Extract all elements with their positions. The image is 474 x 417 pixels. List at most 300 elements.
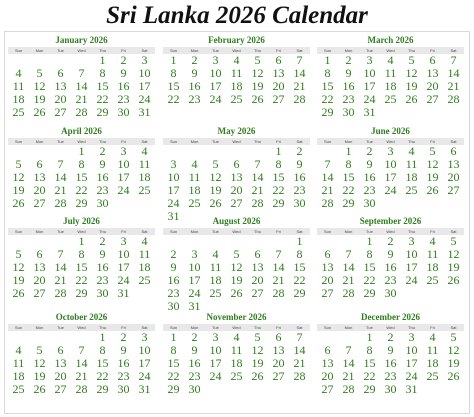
day-cell: 22 <box>272 183 285 197</box>
day-cell: 16 <box>342 79 355 93</box>
day-cell: 8 <box>99 66 106 80</box>
day-cell: 5 <box>254 53 261 67</box>
day-cell: 11 <box>138 157 151 171</box>
day-cell <box>422 106 443 119</box>
day-cell: 3 <box>408 234 415 248</box>
day-cell: 29 <box>75 286 88 300</box>
weekday-label: Sat <box>450 139 457 144</box>
month-block <box>163 35 310 131</box>
day-cell: 27 <box>321 286 334 300</box>
day-cell: 9 <box>387 247 394 261</box>
day-cell <box>380 197 401 210</box>
month-days <box>163 331 310 396</box>
day-cell: 10 <box>405 247 418 261</box>
day-cell: 12 <box>209 170 222 184</box>
day-cell: 18 <box>230 356 243 370</box>
day-cell: 16 <box>188 356 201 370</box>
day-cell <box>268 383 289 396</box>
weekday-label: Wed <box>77 48 86 53</box>
day-cell: 25 <box>405 183 418 197</box>
weekday-label: Thu <box>408 325 415 330</box>
day-cell: 11 <box>384 66 397 80</box>
day-cell: 5 <box>254 330 261 344</box>
day-cell: 9 <box>120 66 127 80</box>
day-cell: 27 <box>321 382 334 396</box>
day-cell: 24 <box>209 92 222 106</box>
day-cell: 27 <box>272 369 285 383</box>
week-row <box>163 370 310 383</box>
day-cell: 30 <box>117 382 130 396</box>
day-cell: 27 <box>426 92 439 106</box>
day-cell: 11 <box>230 343 243 357</box>
day-cell: 14 <box>293 343 306 357</box>
day-cell: 21 <box>54 273 67 287</box>
day-cell: 2 <box>99 234 106 248</box>
day-cell: 25 <box>384 92 397 106</box>
day-cell: 14 <box>293 66 306 80</box>
day-cell: 4 <box>15 343 22 357</box>
day-cell: 21 <box>75 369 88 383</box>
week-row <box>163 287 310 300</box>
month-days <box>163 54 310 106</box>
day-cell: 1 <box>366 234 373 248</box>
day-cell: 17 <box>405 260 418 274</box>
day-cell: 22 <box>342 183 355 197</box>
day-cell: 16 <box>384 356 397 370</box>
day-cell: 2 <box>120 330 127 344</box>
day-cell <box>422 383 443 396</box>
month-block <box>8 216 155 312</box>
day-cell: 6 <box>57 66 64 80</box>
weekday-label: Wed <box>77 139 86 144</box>
day-cell: 27 <box>33 196 46 210</box>
day-cell: 14 <box>75 79 88 93</box>
day-cell: 7 <box>78 66 85 80</box>
weekday-label: Mon <box>344 229 353 234</box>
day-cell: 13 <box>321 260 334 274</box>
day-cell: 26 <box>12 286 25 300</box>
day-cell: 15 <box>363 260 376 274</box>
weekday-label: Tue <box>212 325 219 330</box>
day-cell: 22 <box>96 369 109 383</box>
day-cell: 29 <box>75 196 88 210</box>
day-cell: 30 <box>96 286 109 300</box>
day-cell: 5 <box>212 157 219 171</box>
day-cell: 30 <box>363 196 376 210</box>
weekday-label: Sat <box>141 325 148 330</box>
month-title: October 2026 <box>55 312 108 322</box>
day-cell: 18 <box>138 260 151 274</box>
day-cell: 24 <box>209 369 222 383</box>
day-cell: 9 <box>387 343 394 357</box>
weekday-label: Sun <box>14 139 23 144</box>
day-cell: 1 <box>78 234 85 248</box>
month-days <box>163 145 310 223</box>
day-cell: 9 <box>99 247 106 261</box>
day-cell: 12 <box>230 260 243 274</box>
day-cell: 4 <box>429 330 436 344</box>
day-cell <box>226 383 247 396</box>
day-cell: 16 <box>363 170 376 184</box>
weekday-label: Fri <box>430 139 435 144</box>
day-cell: 22 <box>96 92 109 106</box>
weekday-label: Sun <box>14 48 23 53</box>
day-cell: 8 <box>275 157 282 171</box>
day-cell: 29 <box>293 286 306 300</box>
day-cell: 28 <box>293 369 306 383</box>
day-cell: 21 <box>342 369 355 383</box>
day-cell: 5 <box>450 330 457 344</box>
day-cell <box>422 287 443 300</box>
day-cell: 22 <box>363 369 376 383</box>
month-days <box>8 235 155 300</box>
day-cell: 19 <box>33 92 46 106</box>
day-cell: 30 <box>342 105 355 119</box>
day-cell: 28 <box>75 105 88 119</box>
day-cell: 29 <box>342 196 355 210</box>
day-cell: 4 <box>15 66 22 80</box>
day-cell: 26 <box>251 92 264 106</box>
day-cell: 26 <box>405 92 418 106</box>
day-cell: 3 <box>120 144 127 158</box>
day-cell: 24 <box>167 196 180 210</box>
month-title: January 2026 <box>55 35 108 45</box>
weekday-label: Fri <box>276 48 281 53</box>
month-title: September 2026 <box>359 216 422 226</box>
day-cell: 25 <box>138 273 151 287</box>
day-cell: 8 <box>78 247 85 261</box>
day-cell: 21 <box>293 79 306 93</box>
weekday-label: Wed <box>386 48 395 53</box>
day-cell: 30 <box>96 196 109 210</box>
day-cell: 14 <box>321 170 334 184</box>
week-row <box>317 383 464 396</box>
day-cell <box>134 197 155 210</box>
day-cell: 2 <box>387 330 394 344</box>
weekday-label: Tue <box>57 139 64 144</box>
day-cell: 7 <box>78 343 85 357</box>
day-cell <box>380 106 401 119</box>
day-cell: 17 <box>384 170 397 184</box>
day-cell: 15 <box>96 356 109 370</box>
month-days <box>163 235 310 313</box>
month-title: March 2026 <box>367 35 414 45</box>
day-cell: 25 <box>12 382 25 396</box>
day-cell: 8 <box>99 343 106 357</box>
day-cell: 9 <box>191 343 198 357</box>
day-cell: 22 <box>167 369 180 383</box>
day-cell: 1 <box>275 144 282 158</box>
day-cell: 22 <box>75 183 88 197</box>
day-cell: 29 <box>321 105 334 119</box>
day-cell: 21 <box>321 183 334 197</box>
day-cell: 17 <box>138 79 151 93</box>
weekday-header <box>8 47 155 54</box>
day-cell: 6 <box>324 343 331 357</box>
week-row <box>317 93 464 106</box>
weekday-label: Thu <box>408 48 415 53</box>
day-cell: 15 <box>363 356 376 370</box>
day-cell: 10 <box>138 343 151 357</box>
day-cell: 7 <box>345 247 352 261</box>
day-cell: 20 <box>33 183 46 197</box>
day-cell: 7 <box>57 157 64 171</box>
month-days <box>317 54 464 119</box>
weekday-label: Mon <box>190 325 199 330</box>
weekday-label: Mon <box>344 48 353 53</box>
day-cell: 18 <box>426 260 439 274</box>
day-cell: 18 <box>12 369 25 383</box>
day-cell: 31 <box>117 286 130 300</box>
month-block <box>317 126 464 222</box>
day-cell: 26 <box>12 196 25 210</box>
day-cell: 22 <box>321 92 334 106</box>
day-cell: 25 <box>426 273 439 287</box>
day-cell <box>443 197 464 210</box>
day-cell: 15 <box>167 356 180 370</box>
day-cell: 8 <box>296 247 303 261</box>
day-cell: 15 <box>167 79 180 93</box>
day-cell: 13 <box>272 343 285 357</box>
day-cell: 30 <box>384 382 397 396</box>
day-cell: 12 <box>426 157 439 171</box>
day-cell: 5 <box>15 247 22 261</box>
day-cell: 3 <box>141 53 148 67</box>
day-cell: 3 <box>170 157 177 171</box>
day-cell: 11 <box>188 170 201 184</box>
day-cell: 24 <box>405 369 418 383</box>
day-cell: 13 <box>33 170 46 184</box>
day-cell: 11 <box>230 66 243 80</box>
weekday-label: Thu <box>408 229 415 234</box>
day-cell: 1 <box>296 234 303 248</box>
day-cell: 24 <box>117 273 130 287</box>
weekday-label: Sat <box>450 325 457 330</box>
day-cell: 13 <box>321 356 334 370</box>
day-cell: 28 <box>54 196 67 210</box>
week-row <box>8 287 155 300</box>
day-cell: 12 <box>12 260 25 274</box>
week-row <box>163 197 310 210</box>
day-cell: 23 <box>167 286 180 300</box>
day-cell: 3 <box>366 53 373 67</box>
weekday-label: Sun <box>169 229 178 234</box>
month-days <box>8 54 155 119</box>
day-cell: 16 <box>96 170 109 184</box>
day-cell: 21 <box>293 356 306 370</box>
day-cell: 29 <box>363 286 376 300</box>
day-cell: 27 <box>272 92 285 106</box>
day-cell: 3 <box>212 53 219 67</box>
day-cell: 6 <box>450 144 457 158</box>
day-cell: 18 <box>426 356 439 370</box>
day-cell: 6 <box>275 53 282 67</box>
day-cell: 18 <box>138 170 151 184</box>
day-cell: 8 <box>366 247 373 261</box>
day-cell: 19 <box>209 183 222 197</box>
day-cell: 10 <box>117 157 130 171</box>
day-cell: 11 <box>209 260 222 274</box>
day-cell: 23 <box>384 369 397 383</box>
day-cell: 5 <box>408 53 415 67</box>
day-cell: 31 <box>405 382 418 396</box>
day-cell: 21 <box>54 183 67 197</box>
day-cell: 23 <box>117 92 130 106</box>
day-cell <box>401 287 422 300</box>
weekday-label: Wed <box>386 325 395 330</box>
day-cell: 6 <box>36 247 43 261</box>
weekday-label: Wed <box>386 139 395 144</box>
day-cell: 20 <box>230 183 243 197</box>
day-cell: 15 <box>96 79 109 93</box>
day-cell: 31 <box>167 209 180 223</box>
day-cell: 28 <box>75 382 88 396</box>
day-cell: 19 <box>447 356 460 370</box>
day-cell: 24 <box>138 92 151 106</box>
day-cell: 30 <box>384 286 397 300</box>
day-cell: 1 <box>99 330 106 344</box>
weekday-label: Wed <box>386 229 395 234</box>
day-cell: 19 <box>12 273 25 287</box>
month-block <box>8 312 155 408</box>
day-cell: 13 <box>33 260 46 274</box>
day-cell <box>443 106 464 119</box>
day-cell: 13 <box>251 260 264 274</box>
day-cell: 13 <box>54 356 67 370</box>
day-cell: 30 <box>167 299 180 313</box>
day-cell: 3 <box>212 330 219 344</box>
day-cell: 23 <box>363 183 376 197</box>
day-cell: 9 <box>170 260 177 274</box>
day-cell: 14 <box>342 260 355 274</box>
day-cell: 17 <box>405 356 418 370</box>
day-cell: 30 <box>117 105 130 119</box>
day-cell: 19 <box>447 260 460 274</box>
day-cell: 4 <box>408 144 415 158</box>
weekday-label: Sat <box>141 48 148 53</box>
day-cell: 15 <box>321 79 334 93</box>
day-cell: 24 <box>363 92 376 106</box>
day-cell: 29 <box>96 382 109 396</box>
weekday-label: Sat <box>141 139 148 144</box>
day-cell: 11 <box>426 247 439 261</box>
day-cell: 20 <box>321 369 334 383</box>
day-cell: 14 <box>251 170 264 184</box>
weekday-label: Mon <box>190 139 199 144</box>
day-cell: 28 <box>54 286 67 300</box>
day-cell <box>443 287 464 300</box>
day-cell: 10 <box>209 66 222 80</box>
day-cell: 17 <box>167 183 180 197</box>
weekday-label: Thu <box>99 325 106 330</box>
month-block <box>163 216 310 312</box>
month-block <box>163 126 310 222</box>
day-cell: 4 <box>233 53 240 67</box>
day-cell: 16 <box>117 356 130 370</box>
day-cell: 27 <box>54 382 67 396</box>
month-title: August 2026 <box>212 216 261 226</box>
day-cell: 27 <box>251 286 264 300</box>
week-row <box>163 93 310 106</box>
weekday-label: Wed <box>77 229 86 234</box>
day-cell: 3 <box>387 144 394 158</box>
month-block <box>317 216 464 312</box>
month-days <box>8 331 155 396</box>
day-cell: 20 <box>447 170 460 184</box>
day-cell: 3 <box>141 330 148 344</box>
day-cell: 29 <box>96 105 109 119</box>
day-cell: 20 <box>272 79 285 93</box>
day-cell: 19 <box>251 356 264 370</box>
weekday-label: Thu <box>254 325 261 330</box>
day-cell: 19 <box>405 79 418 93</box>
day-cell: 14 <box>447 66 460 80</box>
day-cell: 7 <box>275 247 282 261</box>
day-cell: 29 <box>272 196 285 210</box>
day-cell: 10 <box>188 260 201 274</box>
day-cell: 29 <box>363 382 376 396</box>
week-row <box>317 197 464 210</box>
day-cell: 11 <box>12 356 25 370</box>
day-cell: 4 <box>141 144 148 158</box>
day-cell: 18 <box>230 79 243 93</box>
day-cell: 13 <box>447 157 460 171</box>
day-cell: 19 <box>230 273 243 287</box>
weekday-label: Thu <box>408 139 415 144</box>
day-cell: 23 <box>96 273 109 287</box>
day-cell: 14 <box>75 356 88 370</box>
day-cell: 2 <box>387 234 394 248</box>
day-cell: 22 <box>293 273 306 287</box>
day-cell: 7 <box>296 53 303 67</box>
day-cell: 9 <box>191 66 198 80</box>
weekday-label: Thu <box>254 139 261 144</box>
day-cell: 23 <box>342 92 355 106</box>
day-cell: 12 <box>447 343 460 357</box>
day-cell: 2 <box>191 53 198 67</box>
month-block <box>163 312 310 408</box>
month-title: July 2026 <box>63 216 100 226</box>
weekday-label: Fri <box>121 139 126 144</box>
day-cell: 26 <box>447 369 460 383</box>
day-cell: 20 <box>251 273 264 287</box>
week-row <box>317 287 464 300</box>
day-cell: 10 <box>384 157 397 171</box>
week-row <box>317 184 464 197</box>
day-cell: 21 <box>272 273 285 287</box>
day-cell: 23 <box>96 183 109 197</box>
day-cell: 2 <box>296 144 303 158</box>
day-cell: 31 <box>363 105 376 119</box>
day-cell: 15 <box>342 170 355 184</box>
month-days <box>317 145 464 210</box>
day-cell: 9 <box>366 157 373 171</box>
day-cell: 20 <box>54 369 67 383</box>
month-days <box>317 235 464 300</box>
day-cell: 19 <box>12 183 25 197</box>
day-cell: 24 <box>138 369 151 383</box>
month-block <box>8 126 155 222</box>
weekday-label: Thu <box>99 139 106 144</box>
day-cell: 26 <box>230 286 243 300</box>
day-cell: 10 <box>405 343 418 357</box>
month-title: February 2026 <box>208 35 265 45</box>
day-cell: 20 <box>54 92 67 106</box>
day-cell: 1 <box>170 330 177 344</box>
weekday-label: Tue <box>366 48 373 53</box>
day-cell: 6 <box>275 330 282 344</box>
month-title: April 2026 <box>61 126 102 136</box>
